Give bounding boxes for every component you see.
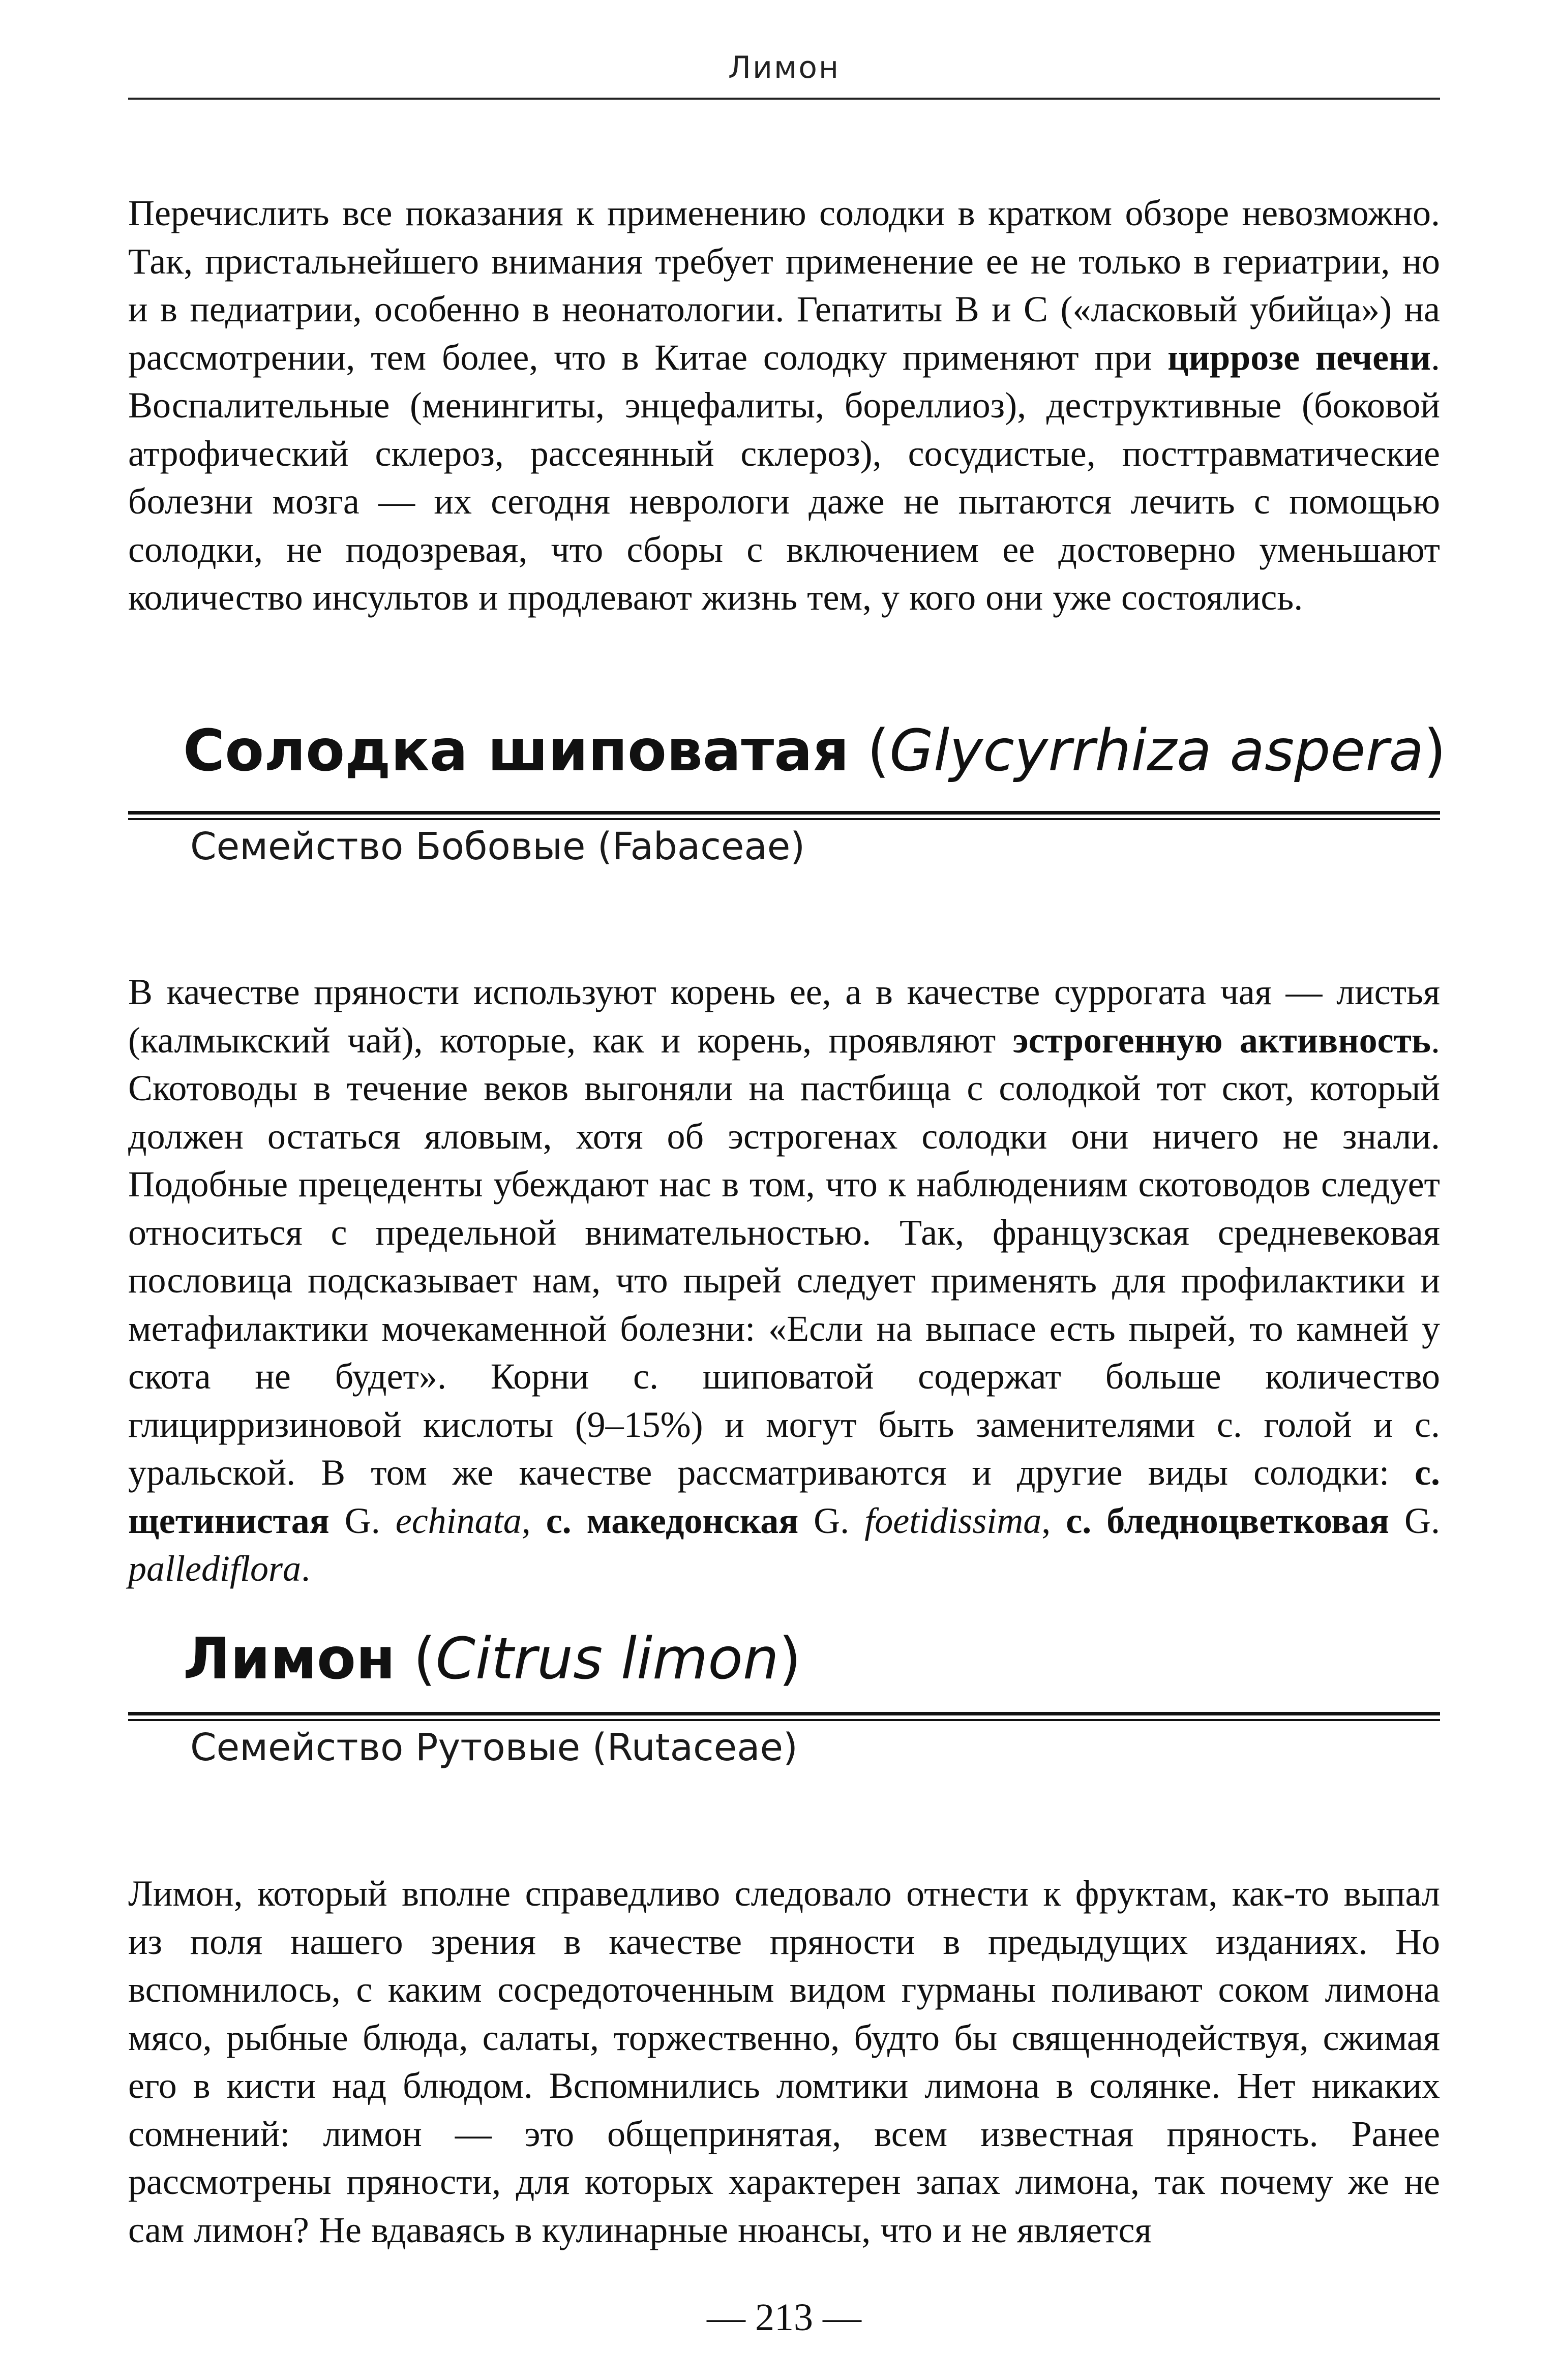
running-head: Лимон bbox=[728, 50, 841, 85]
bold-term: с. бледноцветковая bbox=[1066, 1500, 1390, 1541]
family-label: Семейство Бобовые (Fabaceae) bbox=[190, 825, 805, 868]
text-run: , bbox=[521, 1500, 546, 1541]
section-heading-glycyrrhiza-aspera bbox=[183, 718, 1446, 784]
latin-term: pallediflora bbox=[128, 1548, 301, 1589]
text-run: В качестве пряности используют корень ее, а в качестве суррогата чая — листья (калмыкский чай), которые, как и корень, проявляют bbox=[128, 972, 1440, 1061]
paragraph-lemon bbox=[128, 1870, 1440, 2254]
latin-term: foetidissima bbox=[864, 1500, 1042, 1541]
bold-term: эстрогенную активность bbox=[1012, 1019, 1431, 1061]
text-run: G. bbox=[798, 1500, 865, 1541]
text-run: . Скотоводы в течение веков выгоняли на пастбища с солодкой тот скот, который должен остаться яловым, хотя об эстрогенах солодки они ничего не знали. Подобные прецеденты убеждают нас в том, что к наблюдениям скотоводов следует относиться с предельной внимательностью. Так, французская средневековая пословица подсказывает нам, что пырей следует применять для профилактики и метафилактики мочекаменной болезни: «Если на выпасе есть пырей, то камней у скота не будет». Корни с. шиповатой содержат больше количество глицирризиновой кислоты (9–15%) и могут быть заменителями с. голой и с. уральской. В том же качестве рассматриваются и другие виды солодки: bbox=[128, 1019, 1440, 1493]
section-heading-citrus-limon bbox=[183, 1626, 801, 1692]
bold-term: циррозе печени bbox=[1167, 337, 1431, 378]
text-run: . bbox=[301, 1548, 310, 1589]
heading-latin-name: (Glycyrrhiza aspera) bbox=[867, 718, 1446, 784]
bold-term: с. щетинистая bbox=[128, 1452, 1440, 1541]
heading-latin-name: (Citrus limon) bbox=[413, 1626, 801, 1692]
bold-term: с. македонская bbox=[546, 1500, 799, 1541]
text-run: Лимон, который вполне справедливо следовало отнести к фруктам, как-то выпал из поля нашего зрения в качестве пряности в предыдущих изданиях. Но вспомнилось, с каким сосредоточенным видом гурманы поливают соком лимона мясо, рыбные блюда, салаты, торжественно, будто бы священнодействуя, сжимая его в кисти над блюдом. Вспомнились ломтики лимона в солянке. Нет никаких сомнений: лимон — это общепринятая, всем известная пряность. Ранее рассмотрены пряности, для которых характерен запах лимона, так почему же не сам лимон? Не вдаваясь в кулинарные нюансы, что и не является bbox=[128, 1873, 1440, 2250]
paragraph-licorice-indications bbox=[128, 189, 1440, 622]
heading-double-rule bbox=[128, 811, 1440, 821]
paragraph-glycyrrhiza-aspera bbox=[128, 968, 1440, 1593]
heading-double-rule bbox=[128, 1712, 1440, 1722]
page-number: — 213 — bbox=[707, 2296, 861, 2339]
heading-russian-name: Лимон bbox=[183, 1626, 396, 1692]
family-label: Семейство Рутовые (Rutaceae) bbox=[190, 1726, 798, 1769]
text-run: G. bbox=[329, 1500, 396, 1541]
text-run: . Воспалительные (менингиты, энцефалиты, бореллиоз), деструктивные (боковой атрофический склероз, рассеянный склероз), сосудистые, посттравматические болезни мозга — их сегодня неврологи даже не пытаются лечить с помощью солодки, не подозревая, что сборы с включением ее достоверно уменьшают количество инсультов и продлевают жизнь тем, у кого они уже состоялись. bbox=[128, 337, 1441, 618]
text-run: G. bbox=[1389, 1500, 1441, 1541]
running-head-rule bbox=[128, 98, 1440, 100]
latin-term: echinata bbox=[395, 1500, 522, 1541]
text-run: Перечислить все показания к применению солодки в кратком обзоре невозможно. Так, пристальнейшего внимания требует применение ее не только в гериатрии, но и в педиатрии, особенно в неонатологии. Гепатиты В и С («ласковый убийца») на рассмотрении, тем более, что в Китае солодку применяют при bbox=[128, 193, 1440, 378]
heading-russian-name: Солодка шиповатая bbox=[183, 718, 849, 784]
text-run: , bbox=[1041, 1500, 1066, 1541]
book-page bbox=[128, 0, 1446, 2380]
